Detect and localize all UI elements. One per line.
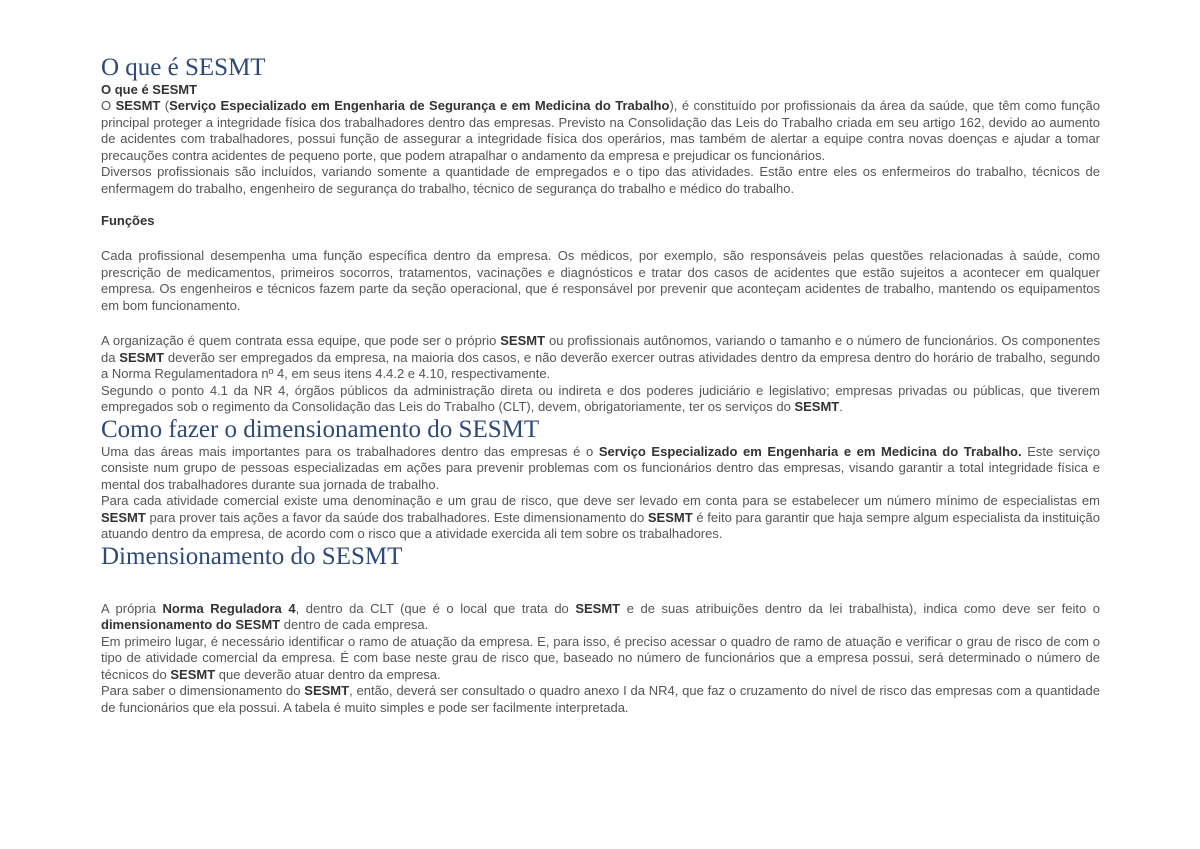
bold-text-run: SESMT [500,333,546,348]
text-run: e de suas atribuições dentro da lei trabalhista), indica como deve ser feito o [620,600,1100,616]
section-heading-o-que-e-sesmt: O que é SESMT [101,54,266,81]
paragraph [101,164,1100,197]
bold-text-run: dimensionamento do SESMT [101,617,281,632]
bold-text-run: SESMT [170,666,216,682]
text-run: ), é constituído por profissionais da área da saúde, que têm como função principal proteger a integridade física dos trabalhadores dentro das empresas. Previsto na Consolidação das Leis do Trabalho criada em seu artigo 162, devido ao aumento de acidentes com trabalhadores, possui função de assegurar a integridade física dos operários, mas também de alertar a equipe contra novas doenças e ajudar a tomar precauções contra acidentes de pequeno porte, que podem atrapalhar o andamento da empresa e prejudicar os funcionários. [101,98,1100,163]
paragraph [101,383,1100,416]
paragraph [101,601,1100,634]
text-run: Segundo o ponto 4.1 da NR 4, órgãos públicos da administração direta ou indireta e dos poderes judiciário e legislativo; empresas privadas ou públicas, que tiverem empregados sob o regimento da Consolidação das Leis do Trabalho (CLT), devem, obrigatoriamente, ter os serviços do [101,382,1100,414]
text-run: que deverão atuar dentro da empresa. [215,666,441,682]
bold-text-run: SESMT [794,399,840,414]
text-run: para prover tais ações a favor da saúde dos trabalhadores. Este dimensionamento do [145,509,648,525]
text-run: Em primeiro lugar, é necessário identificar o ramo de atuação da empresa. E, para isso, é preciso acessar o quadro de ramo de atuação e verificar o grau de risco de com o tipo de atividade comercial da empresa. É com base neste grau de risco que, baseado no número de funcionários que a empresa possui, será determinado o número de técnicos do [101,633,1100,682]
text-run: deverão ser empregados da empresa, na maioria dos casos, e não deverão exercer outras atividades dentro da empresa dentro do horário de trabalho, segundo a Norma Regulamentadora nº 4, em seus itens 4.4.2 e 4.10, respectivamente. [101,349,1100,381]
paragraph [101,248,1100,314]
bold-text-run: SESMT [575,600,621,616]
paragraph [101,634,1100,684]
paragraph [101,493,1100,543]
bold-text-run: SESMT [647,509,693,525]
section-heading-dimensionamento-do-sesmt: Dimensionamento do SESMT [101,542,403,570]
text-run: Para cada atividade comercial existe uma denominação e um grau de risco, que deve ser levado em conta para se estabelecer um número mínimo de especialistas em [101,493,1100,508]
text-run: Uma das áreas mais importantes para os trabalhadores dentro das empresas é o [101,443,599,459]
bold-text-run: SESMT [115,98,161,113]
text-run: O [101,98,116,113]
text-run: A própria [101,600,163,616]
subheading-funcoes: Funções [101,213,155,228]
paragraph [101,333,1100,383]
paragraph [101,98,1100,164]
text-run: ( [160,98,170,113]
text-run: . [839,399,843,414]
bold-text-run: Serviço Especializado em Engenharia e em Medicina do Trabalho. [598,443,1022,459]
section-heading-como-fazer-dimensionamento: Como fazer o dimensionamento do SESMT [101,415,540,443]
text-run: , então, deverá ser consultado o quadro anexo I da NR4, que faz o cruzamento do nível de risco das empresas com a quantidade de funcionários que ela possui. A tabela é muito simples e pode ser facilmente interpretada. [101,683,1100,715]
text-run: Diversos profissionais são incluídos, variando somente a quantidade de empregados e o tipo das atividades. Estão entre eles os enfermeiros do trabalho, técnicos de enfermagem do trabalho, engenheiro de segurança do trabalho, técnico de segurança do trabalho e médico do trabalho. [101,164,1100,196]
text-run: Este serviço consiste num grupo de pessoas especializadas em ações para prevenir problemas com os funcionários dentro das empresas, visando garantir a total integridade física e mental dos trabalhadores durante sua jornada de trabalho. [101,443,1100,492]
text-run: , dentro da CLT (que é o local que trata do [295,600,576,616]
paragraph [101,444,1100,494]
subheading-o-que-e-sesmt: O que é SESMT [101,82,198,97]
text-run: é feito para garantir que haja sempre algum especialista da instituição atuando dentro da empresa, de acordo com o risco que a atividade exercida ali tem sobre os trabalhadores. [101,509,1100,541]
text-run: Cada profissional desempenha uma função específica dentro da empresa. Os médicos, por exemplo, são responsáveis pelas questões relacionadas à saúde, como prescrição de medicamentos, primeiros socorros, tratamentos, vacinações e diagnósticos e tratar dos casos de acidentes que estão sujeitos a acontecer em qualquer empresa. Os engenheiros e técnicos fazem parte da seção operacional, que é responsável por prevenir que aconteçam acidentes de trabalho, mantendo os equipamentos em bom funcionamento. [101,248,1100,313]
text-run: Para saber o dimensionamento do [101,683,305,698]
bold-text-run: Serviço Especializado em Engenharia de Segurança e em Medicina do Trabalho [169,98,670,113]
document-page [101,54,1100,716]
bold-text-run: SESMT [101,509,146,525]
text-run: dentro de cada empresa. [280,617,429,632]
bold-text-run: SESMT [304,683,350,698]
bold-text-run: SESMT [119,349,165,365]
text-run: A organização é quem contrata essa equipe, que pode ser o próprio [101,333,501,348]
bold-text-run: Norma Reguladora 4 [162,600,296,616]
text-run: ou profissionais autônomos, variando o tamanho e o número de funcionários. Os componentes da [101,333,1100,365]
paragraph [101,683,1100,716]
